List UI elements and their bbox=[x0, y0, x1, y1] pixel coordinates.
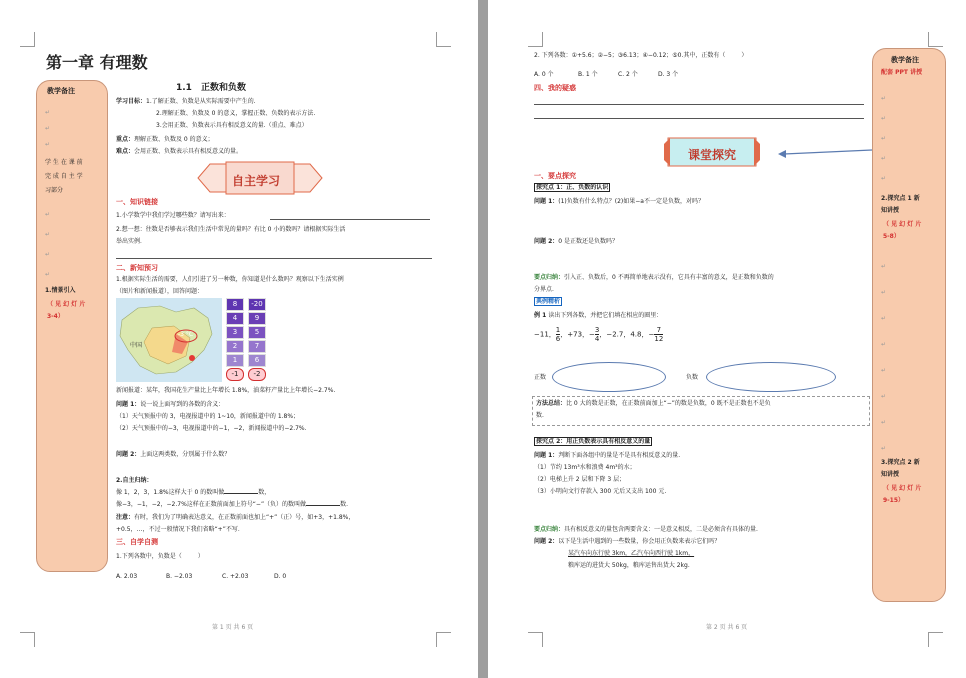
temperature-cell: -2 bbox=[248, 368, 266, 381]
method-summary: 数. bbox=[536, 412, 544, 419]
sidebar-point2: 3.探究点 2 新 bbox=[881, 459, 920, 466]
question-text: 2. 下列各数：①+5.6；②−5；③6.13；④−0.12；⑤0.其中，正数有（ ） bbox=[534, 52, 748, 59]
question-text: （图片和新闻报道），回答问题： bbox=[116, 288, 204, 295]
banner-text: 自主学习 bbox=[232, 174, 281, 188]
temperature-cell: -1 bbox=[226, 368, 244, 381]
objective-item: 2.理解正数、负数及 0 的意义，掌握正数、负数的表示方法. bbox=[156, 110, 316, 117]
teaching-notes-sidebar bbox=[36, 80, 108, 572]
section-title: 1.1 正数和负数 bbox=[176, 83, 246, 93]
learning-objectives: 学习目标：1.了解正数、负数是从实际需要中产生的. bbox=[116, 98, 256, 105]
temperature-cell: 7 bbox=[248, 340, 266, 353]
option-d: D. 3 个 bbox=[658, 71, 679, 78]
option-c: C. +2.03 bbox=[222, 573, 249, 580]
fill-blank[interactable] bbox=[306, 505, 340, 506]
question-text: 问题 1：判断下面各组中的量是不是具有相反意义的量. bbox=[534, 452, 681, 459]
key-summary: 要点归纳：具有相反意义的量包含两要含义：一是意义相反，二是必须含有具体的量. bbox=[534, 526, 758, 533]
number-list: −11， $\frac{1}{6}$ ，+73，− $\frac{3}{4}$ ，−2.7，4.8，− $\frac{7}{12}$ bbox=[534, 326, 664, 343]
sidebar-note: 完 成 自 主 学 bbox=[45, 173, 83, 180]
paragraph-mark: ↵ bbox=[881, 95, 887, 102]
question-text: 1.根据实际生活的需要，人们引进了另一种数，你知道是什么数吗？观察以下生活实例 bbox=[116, 276, 344, 283]
option-b: B. −2.03 bbox=[166, 573, 193, 580]
answer-line[interactable] bbox=[534, 118, 864, 119]
subsection-heading: 2.自主归纳： bbox=[116, 477, 153, 484]
difficulty: 难点：会用正数、负数表示具有相反意义的量。 bbox=[116, 148, 243, 155]
question-text: 问题 2：0 是正数还是负数吗？ bbox=[534, 238, 618, 245]
question-text: 1.下列各数中，负数是（ ） bbox=[116, 553, 204, 560]
paragraph-mark: ↵ bbox=[881, 115, 887, 122]
sidebar-slide-ref: 3-4） bbox=[47, 313, 64, 320]
sidebar-subtitle: 配套 PPT 讲授 bbox=[881, 69, 923, 76]
sidebar-slide-ref: （ 见 幻 灯 片 bbox=[883, 221, 922, 228]
option-a: A. 2.03 bbox=[116, 573, 138, 580]
key-summary: 分界点. bbox=[534, 286, 554, 293]
crop-mark bbox=[436, 632, 451, 647]
sidebar-title: 教学备注 bbox=[47, 87, 75, 95]
paragraph-mark: ↵ bbox=[881, 393, 887, 400]
temperature-cell: 8 bbox=[226, 298, 244, 311]
paragraph-mark: ↵ bbox=[881, 289, 887, 296]
sidebar-slide-ref: （ 见 幻 灯 片 bbox=[47, 301, 86, 308]
paragraph-mark: ↵ bbox=[881, 155, 887, 162]
paragraph-mark: ↵ bbox=[881, 341, 887, 348]
summary-text: 像−3，−1，−2，−2.7%这样在正数前面加上符号“−”（负）的数叫做 数. bbox=[116, 501, 348, 508]
explore-point-title: 探究点 1：正、负数的认识 bbox=[536, 184, 609, 191]
option-c: C. 2 个 bbox=[618, 71, 638, 78]
temperature-cell: 6 bbox=[248, 354, 266, 367]
paragraph-mark: ↵ bbox=[881, 445, 887, 452]
question-item: （1）天气预报中的 3，电视报道中的 1~10，新闻报道中的 1.8%； bbox=[116, 413, 300, 420]
section-heading: 二、新知预习 bbox=[116, 264, 158, 272]
section-heading: 一、知识链接 bbox=[116, 198, 158, 206]
question-item: 某汽车向东行驶 3km，乙汽车向西行驶 1km， bbox=[568, 550, 695, 557]
paragraph-mark: ↵ bbox=[881, 263, 887, 270]
positive-label: 正数 bbox=[534, 374, 547, 381]
summary-text: 像 1，2，3，1.8%这样大于 0 的数叫做 数， bbox=[116, 489, 271, 496]
sidebar-slide-ref: （ 见 幻 灯 片 bbox=[883, 485, 922, 492]
sidebar-title: 教学备注 bbox=[891, 56, 919, 64]
crop-mark bbox=[928, 632, 943, 647]
key-point: 重点：理解正数、负数及 0 的意义； bbox=[116, 136, 214, 143]
objective-item: 3.会用正数、负数表示具有相反意义的量.（重点、难点） bbox=[156, 122, 308, 129]
fill-blank[interactable] bbox=[224, 493, 258, 494]
negative-number-circle[interactable] bbox=[706, 362, 836, 392]
answer-blank[interactable] bbox=[270, 219, 430, 220]
map-temperature: -3 °C bbox=[178, 331, 194, 338]
paragraph-mark: ↵ bbox=[881, 419, 887, 426]
crop-mark bbox=[20, 32, 35, 47]
page-footer: 第 1 页 共 6 页 bbox=[212, 624, 254, 631]
temperature-cell: 5 bbox=[248, 326, 266, 339]
news-report: 新闻报道：某年，我国花生产量比上年增长 1.8%，油菜籽产量比上年增长−2.7%. bbox=[116, 387, 336, 394]
method-summary: 方法总结：比 0 大的数是正数，在正数前面加上“−”的数是负数，0 既不是正数也不是负 bbox=[536, 400, 771, 407]
key-summary: 要点归纳：引入正、负数后，0 不再简单地表示没有，它具有丰富的意义，是正数和负数的 bbox=[534, 274, 774, 281]
paragraph-mark: ↵ bbox=[45, 141, 51, 148]
section-heading: 一、要点探究 bbox=[534, 172, 576, 180]
question-text: 2.想一想：往数是否够表示我们生活中常见的量吗？有比 0 小的数吗？请根据实际生活 bbox=[116, 226, 346, 233]
temperature-cell: 4 bbox=[226, 312, 244, 325]
paragraph-mark: ↵ bbox=[45, 125, 51, 132]
question-text: 举出实例． bbox=[116, 238, 147, 245]
section-heading: 三、自学自测 bbox=[116, 538, 158, 546]
question-text: 1.小学数学中我们学过哪些数？请写出来： bbox=[116, 212, 230, 219]
page-footer: 第 2 页 共 6 页 bbox=[706, 624, 748, 631]
sidebar-note: 习部分 bbox=[45, 187, 64, 194]
note-text: 注意：有时，我们为了明确表达意义，在正数前面也加上“+”（正）号，如+3，+1.8%， bbox=[116, 514, 355, 521]
sidebar-point1: 知讲授 bbox=[881, 207, 900, 214]
explore-point-title: 探究点 2：用正负数表示具有相反意义的量 bbox=[536, 438, 651, 445]
crop-mark bbox=[928, 32, 943, 47]
sidebar-slide-ref: 5-8） bbox=[883, 233, 900, 240]
question-item: （1）节约 13m³水和浪费 4m³的水； bbox=[534, 464, 636, 471]
map-label: 中国 bbox=[130, 342, 143, 349]
sidebar-point1: 2.探究点 1 新 bbox=[881, 195, 920, 202]
paragraph-mark: ↵ bbox=[881, 315, 887, 322]
temperature-cell: 1 bbox=[226, 354, 244, 367]
question-item: （3）小明向文行存款入 300 元后又支出 100 元. bbox=[534, 488, 667, 495]
temperature-cell: -20 bbox=[248, 298, 266, 311]
arrow-icon bbox=[778, 146, 872, 160]
temperature-cell: 9 bbox=[248, 312, 266, 325]
sidebar-note: 学 生 在 课 前 bbox=[45, 159, 83, 166]
document-page-1 bbox=[0, 0, 478, 678]
example-label: 典例精析 bbox=[536, 298, 561, 305]
question-text: 问题 2：以下是生活中遇到的一些数量，你会用正负数来表示它们吗？ bbox=[534, 538, 721, 545]
paragraph-mark: ↵ bbox=[881, 175, 887, 182]
crop-mark bbox=[528, 632, 543, 647]
chapter-title: 第一章 有理数 bbox=[46, 53, 148, 72]
example-question: 例 1 读出下列各数，并把它们填在相应的圈里： bbox=[534, 312, 663, 319]
note-text: +0.5，…，不过一般情况下我们省略“+”不写． bbox=[116, 526, 244, 533]
positive-number-circle[interactable] bbox=[552, 362, 666, 392]
crop-mark bbox=[20, 632, 35, 647]
question-text: 问题 1：说一说上面写到的各数的含义： bbox=[116, 401, 225, 408]
paragraph-mark: ↵ bbox=[45, 271, 51, 278]
question-item: （2）天气预报中的−3，电视报道中的−1，−2，新闻报道中的−2.7%. bbox=[116, 425, 307, 432]
section-heading: 四、我的疑惑 bbox=[534, 84, 576, 92]
paragraph-mark: ↵ bbox=[881, 135, 887, 142]
paragraph-mark: ↵ bbox=[45, 109, 51, 116]
temperature-cell: 3 bbox=[226, 326, 244, 339]
negative-label: 负数 bbox=[686, 374, 699, 381]
teaching-notes-sidebar bbox=[872, 48, 946, 602]
banner-text: 课堂探究 bbox=[688, 148, 737, 162]
option-d: D. 0 bbox=[274, 573, 287, 580]
answer-line[interactable] bbox=[116, 258, 432, 259]
option-b: B. 1 个 bbox=[578, 71, 598, 78]
sidebar-point2: 知讲授 bbox=[881, 471, 900, 478]
document-page-2 bbox=[488, 0, 966, 678]
crop-mark bbox=[436, 32, 451, 47]
sidebar-scene-intro: 1.情景引入 bbox=[45, 287, 76, 294]
temperature-cell: 2 bbox=[226, 340, 244, 353]
crop-mark bbox=[528, 32, 543, 47]
option-a: A. 0 个 bbox=[534, 71, 554, 78]
question-item: 粮库运的进货大 50kg，粮库运售出货大 2kg. bbox=[568, 562, 690, 569]
question-item: （2）电梯上升 2 层和下降 3 层； bbox=[534, 476, 626, 483]
question-text: 问题 1：(1)负数有什么特点？(2)如果−a不一定是负数，对吗？ bbox=[534, 198, 704, 205]
paragraph-mark: ↵ bbox=[45, 211, 51, 218]
question-text: 问题 2：上面这两类数，分别属于什么数？ bbox=[116, 451, 231, 458]
sidebar-slide-ref: 9-15） bbox=[883, 497, 905, 504]
paragraph-mark: ↵ bbox=[45, 251, 51, 258]
paragraph-mark: ↵ bbox=[881, 367, 887, 374]
paragraph-mark: ↵ bbox=[45, 231, 51, 238]
answer-line[interactable] bbox=[534, 104, 864, 105]
